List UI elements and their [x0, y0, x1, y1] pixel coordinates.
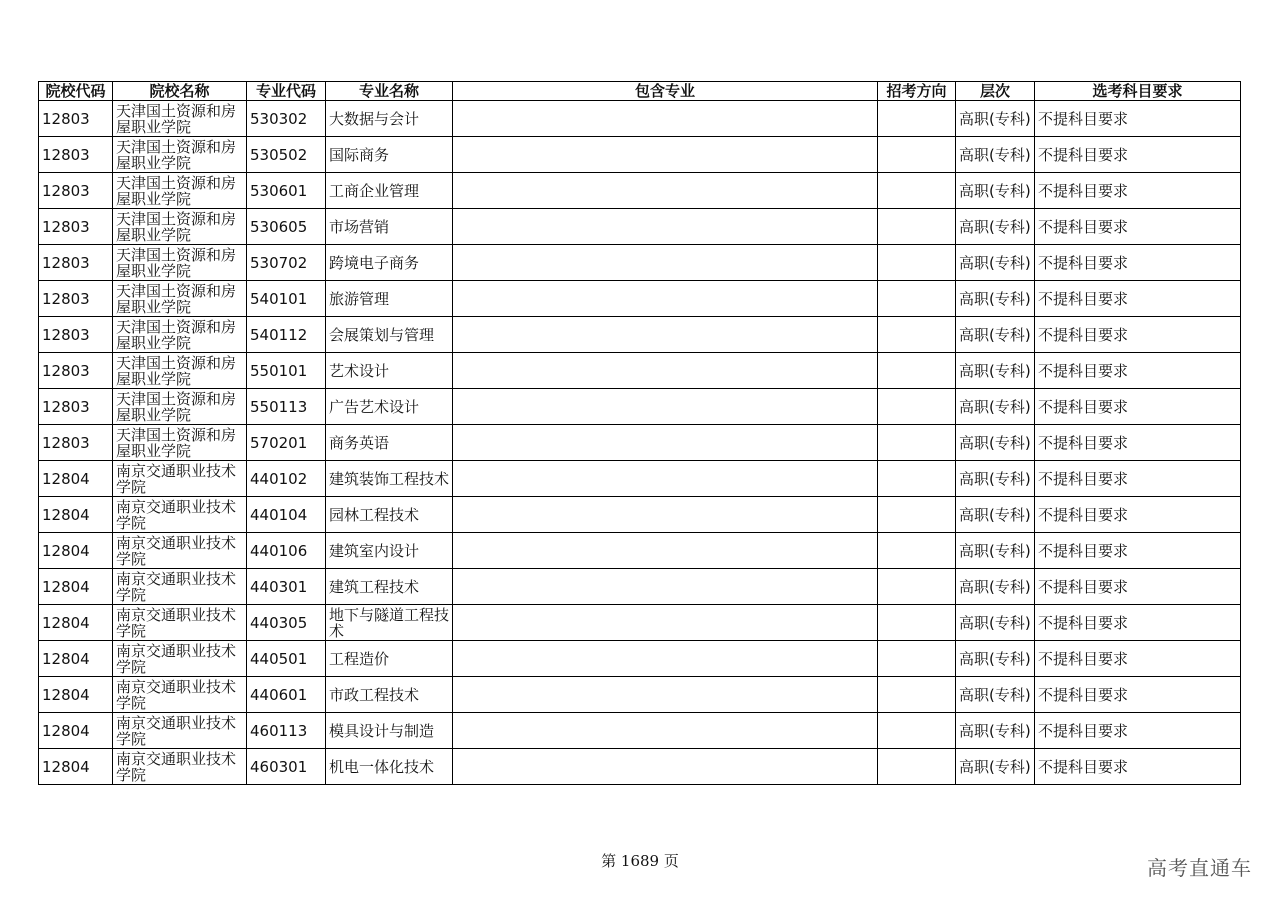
- school-code-cell: 12803: [39, 209, 113, 245]
- school-name-cell: 天津国土资源和房屋职业学院: [113, 245, 247, 281]
- admissions-table: [38, 81, 1241, 785]
- included-majors-cell: [453, 641, 878, 677]
- major-name-cell: 机电一体化技术: [326, 749, 453, 785]
- level-cell: 高职(专科): [956, 605, 1035, 641]
- subject-requirement-cell: 不提科目要求: [1035, 641, 1241, 677]
- level-cell: 高职(专科): [956, 353, 1035, 389]
- subject-requirement-cell: 不提科目要求: [1035, 425, 1241, 461]
- included-majors-cell: [453, 245, 878, 281]
- included-majors-cell: [453, 569, 878, 605]
- subject-requirement-cell: 不提科目要求: [1035, 677, 1241, 713]
- major-name-cell: 建筑工程技术: [326, 569, 453, 605]
- school-code-cell: 12804: [39, 569, 113, 605]
- major-code-cell: 540101: [247, 281, 326, 317]
- level-cell: 高职(专科): [956, 641, 1035, 677]
- subject-requirement-cell: 不提科目要求: [1035, 173, 1241, 209]
- school-code-cell: 12804: [39, 461, 113, 497]
- direction-cell: [878, 209, 956, 245]
- table-row: [39, 713, 1241, 749]
- major-code-cell: 440102: [247, 461, 326, 497]
- school-code-cell: 12804: [39, 641, 113, 677]
- major-code-cell: 570201: [247, 425, 326, 461]
- school-name-cell: 南京交通职业技术学院: [113, 497, 247, 533]
- table-row: [39, 641, 1241, 677]
- direction-cell: [878, 281, 956, 317]
- major-name-cell: 工程造价: [326, 641, 453, 677]
- table-row: [39, 209, 1241, 245]
- header-school-name: 院校名称: [113, 82, 247, 101]
- subject-requirement-cell: 不提科目要求: [1035, 137, 1241, 173]
- major-code-cell: 460113: [247, 713, 326, 749]
- direction-cell: [878, 497, 956, 533]
- major-code-cell: 530302: [247, 101, 326, 137]
- major-code-cell: 440501: [247, 641, 326, 677]
- major-name-cell: 会展策划与管理: [326, 317, 453, 353]
- included-majors-cell: [453, 317, 878, 353]
- major-code-cell: 440301: [247, 569, 326, 605]
- school-code-cell: 12803: [39, 173, 113, 209]
- included-majors-cell: [453, 425, 878, 461]
- table-row: [39, 245, 1241, 281]
- table-header-row: [39, 82, 1241, 101]
- table-row: [39, 353, 1241, 389]
- major-name-cell: 模具设计与制造: [326, 713, 453, 749]
- major-name-cell: 跨境电子商务: [326, 245, 453, 281]
- school-code-cell: 12804: [39, 497, 113, 533]
- direction-cell: [878, 101, 956, 137]
- level-cell: 高职(专科): [956, 569, 1035, 605]
- school-name-cell: 天津国土资源和房屋职业学院: [113, 209, 247, 245]
- major-code-cell: 530601: [247, 173, 326, 209]
- major-name-cell: 旅游管理: [326, 281, 453, 317]
- table-row: [39, 749, 1241, 785]
- school-name-cell: 天津国土资源和房屋职业学院: [113, 425, 247, 461]
- table-body: [39, 101, 1241, 785]
- major-name-cell: 商务英语: [326, 425, 453, 461]
- table-row: [39, 173, 1241, 209]
- included-majors-cell: [453, 137, 878, 173]
- header-level: 层次: [956, 82, 1035, 101]
- included-majors-cell: [453, 389, 878, 425]
- major-code-cell: 530605: [247, 209, 326, 245]
- level-cell: 高职(专科): [956, 281, 1035, 317]
- school-code-cell: 12804: [39, 749, 113, 785]
- major-code-cell: 550101: [247, 353, 326, 389]
- level-cell: 高职(专科): [956, 461, 1035, 497]
- major-name-cell: 地下与隧道工程技术: [326, 605, 453, 641]
- included-majors-cell: [453, 173, 878, 209]
- school-code-cell: 12803: [39, 317, 113, 353]
- school-name-cell: 南京交通职业技术学院: [113, 713, 247, 749]
- included-majors-cell: [453, 713, 878, 749]
- school-code-cell: 12804: [39, 605, 113, 641]
- table-row: [39, 677, 1241, 713]
- table-row: [39, 101, 1241, 137]
- subject-requirement-cell: 不提科目要求: [1035, 713, 1241, 749]
- direction-cell: [878, 245, 956, 281]
- subject-requirement-cell: 不提科目要求: [1035, 569, 1241, 605]
- table-row: [39, 605, 1241, 641]
- school-code-cell: 12803: [39, 425, 113, 461]
- watermark-logo-text: 高考直通车: [1147, 856, 1252, 880]
- subject-requirement-cell: 不提科目要求: [1035, 317, 1241, 353]
- level-cell: 高职(专科): [956, 317, 1035, 353]
- included-majors-cell: [453, 677, 878, 713]
- table-row: [39, 461, 1241, 497]
- school-code-cell: 12803: [39, 281, 113, 317]
- level-cell: 高职(专科): [956, 389, 1035, 425]
- school-code-cell: 12804: [39, 677, 113, 713]
- level-cell: 高职(专科): [956, 713, 1035, 749]
- major-name-cell: 市场营销: [326, 209, 453, 245]
- table-row: [39, 317, 1241, 353]
- level-cell: 高职(专科): [956, 101, 1035, 137]
- school-code-cell: 12803: [39, 245, 113, 281]
- direction-cell: [878, 425, 956, 461]
- included-majors-cell: [453, 497, 878, 533]
- subject-requirement-cell: 不提科目要求: [1035, 353, 1241, 389]
- included-majors-cell: [453, 209, 878, 245]
- major-code-cell: 460301: [247, 749, 326, 785]
- header-included-majors: 包含专业: [453, 82, 878, 101]
- level-cell: 高职(专科): [956, 245, 1035, 281]
- subject-requirement-cell: 不提科目要求: [1035, 389, 1241, 425]
- major-code-cell: 530702: [247, 245, 326, 281]
- level-cell: 高职(专科): [956, 749, 1035, 785]
- subject-requirement-cell: 不提科目要求: [1035, 461, 1241, 497]
- subject-requirement-cell: 不提科目要求: [1035, 605, 1241, 641]
- major-name-cell: 广告艺术设计: [326, 389, 453, 425]
- major-name-cell: 建筑室内设计: [326, 533, 453, 569]
- level-cell: 高职(专科): [956, 137, 1035, 173]
- major-code-cell: 440305: [247, 605, 326, 641]
- direction-cell: [878, 713, 956, 749]
- level-cell: 高职(专科): [956, 497, 1035, 533]
- direction-cell: [878, 605, 956, 641]
- header-subject-requirement: 选考科目要求: [1035, 82, 1241, 101]
- school-name-cell: 南京交通职业技术学院: [113, 533, 247, 569]
- table-row: [39, 497, 1241, 533]
- subject-requirement-cell: 不提科目要求: [1035, 497, 1241, 533]
- included-majors-cell: [453, 605, 878, 641]
- level-cell: 高职(专科): [956, 173, 1035, 209]
- direction-cell: [878, 353, 956, 389]
- major-name-cell: 市政工程技术: [326, 677, 453, 713]
- subject-requirement-cell: 不提科目要求: [1035, 281, 1241, 317]
- school-name-cell: 天津国土资源和房屋职业学院: [113, 389, 247, 425]
- subject-requirement-cell: 不提科目要求: [1035, 245, 1241, 281]
- included-majors-cell: [453, 101, 878, 137]
- major-code-cell: 530502: [247, 137, 326, 173]
- level-cell: 高职(专科): [956, 425, 1035, 461]
- table-row: [39, 137, 1241, 173]
- school-name-cell: 南京交通职业技术学院: [113, 749, 247, 785]
- level-cell: 高职(专科): [956, 677, 1035, 713]
- major-code-cell: 440104: [247, 497, 326, 533]
- direction-cell: [878, 173, 956, 209]
- header-major-name: 专业名称: [326, 82, 453, 101]
- school-code-cell: 12803: [39, 389, 113, 425]
- school-name-cell: 南京交通职业技术学院: [113, 461, 247, 497]
- school-name-cell: 天津国土资源和房屋职业学院: [113, 353, 247, 389]
- header-major-code: 专业代码: [247, 82, 326, 101]
- included-majors-cell: [453, 461, 878, 497]
- header-direction: 招考方向: [878, 82, 956, 101]
- table-row: [39, 533, 1241, 569]
- table-row: [39, 281, 1241, 317]
- major-code-cell: 550113: [247, 389, 326, 425]
- level-cell: 高职(专科): [956, 533, 1035, 569]
- school-name-cell: 南京交通职业技术学院: [113, 569, 247, 605]
- direction-cell: [878, 389, 956, 425]
- major-name-cell: 艺术设计: [326, 353, 453, 389]
- direction-cell: [878, 749, 956, 785]
- subject-requirement-cell: 不提科目要求: [1035, 749, 1241, 785]
- school-name-cell: 天津国土资源和房屋职业学院: [113, 317, 247, 353]
- school-name-cell: 天津国土资源和房屋职业学院: [113, 137, 247, 173]
- school-code-cell: 12804: [39, 713, 113, 749]
- major-name-cell: 国际商务: [326, 137, 453, 173]
- table-row: [39, 569, 1241, 605]
- major-name-cell: 大数据与会计: [326, 101, 453, 137]
- included-majors-cell: [453, 281, 878, 317]
- included-majors-cell: [453, 749, 878, 785]
- direction-cell: [878, 317, 956, 353]
- major-code-cell: 540112: [247, 317, 326, 353]
- major-name-cell: 工商企业管理: [326, 173, 453, 209]
- page-number: 第 1689 页: [601, 852, 679, 870]
- direction-cell: [878, 569, 956, 605]
- major-name-cell: 园林工程技术: [326, 497, 453, 533]
- school-name-cell: 南京交通职业技术学院: [113, 677, 247, 713]
- major-code-cell: 440601: [247, 677, 326, 713]
- school-code-cell: 12803: [39, 353, 113, 389]
- subject-requirement-cell: 不提科目要求: [1035, 101, 1241, 137]
- direction-cell: [878, 641, 956, 677]
- direction-cell: [878, 533, 956, 569]
- school-name-cell: 天津国土资源和房屋职业学院: [113, 281, 247, 317]
- subject-requirement-cell: 不提科目要求: [1035, 533, 1241, 569]
- school-name-cell: 南京交通职业技术学院: [113, 605, 247, 641]
- direction-cell: [878, 677, 956, 713]
- school-name-cell: 南京交通职业技术学院: [113, 641, 247, 677]
- major-name-cell: 建筑装饰工程技术: [326, 461, 453, 497]
- direction-cell: [878, 461, 956, 497]
- school-name-cell: 天津国土资源和房屋职业学院: [113, 101, 247, 137]
- level-cell: 高职(专科): [956, 209, 1035, 245]
- included-majors-cell: [453, 533, 878, 569]
- direction-cell: [878, 137, 956, 173]
- subject-requirement-cell: 不提科目要求: [1035, 209, 1241, 245]
- school-code-cell: 12803: [39, 101, 113, 137]
- school-name-cell: 天津国土资源和房屋职业学院: [113, 173, 247, 209]
- major-code-cell: 440106: [247, 533, 326, 569]
- school-code-cell: 12804: [39, 533, 113, 569]
- school-code-cell: 12803: [39, 137, 113, 173]
- table-row: [39, 425, 1241, 461]
- included-majors-cell: [453, 353, 878, 389]
- header-school-code: 院校代码: [39, 82, 113, 101]
- table-row: [39, 389, 1241, 425]
